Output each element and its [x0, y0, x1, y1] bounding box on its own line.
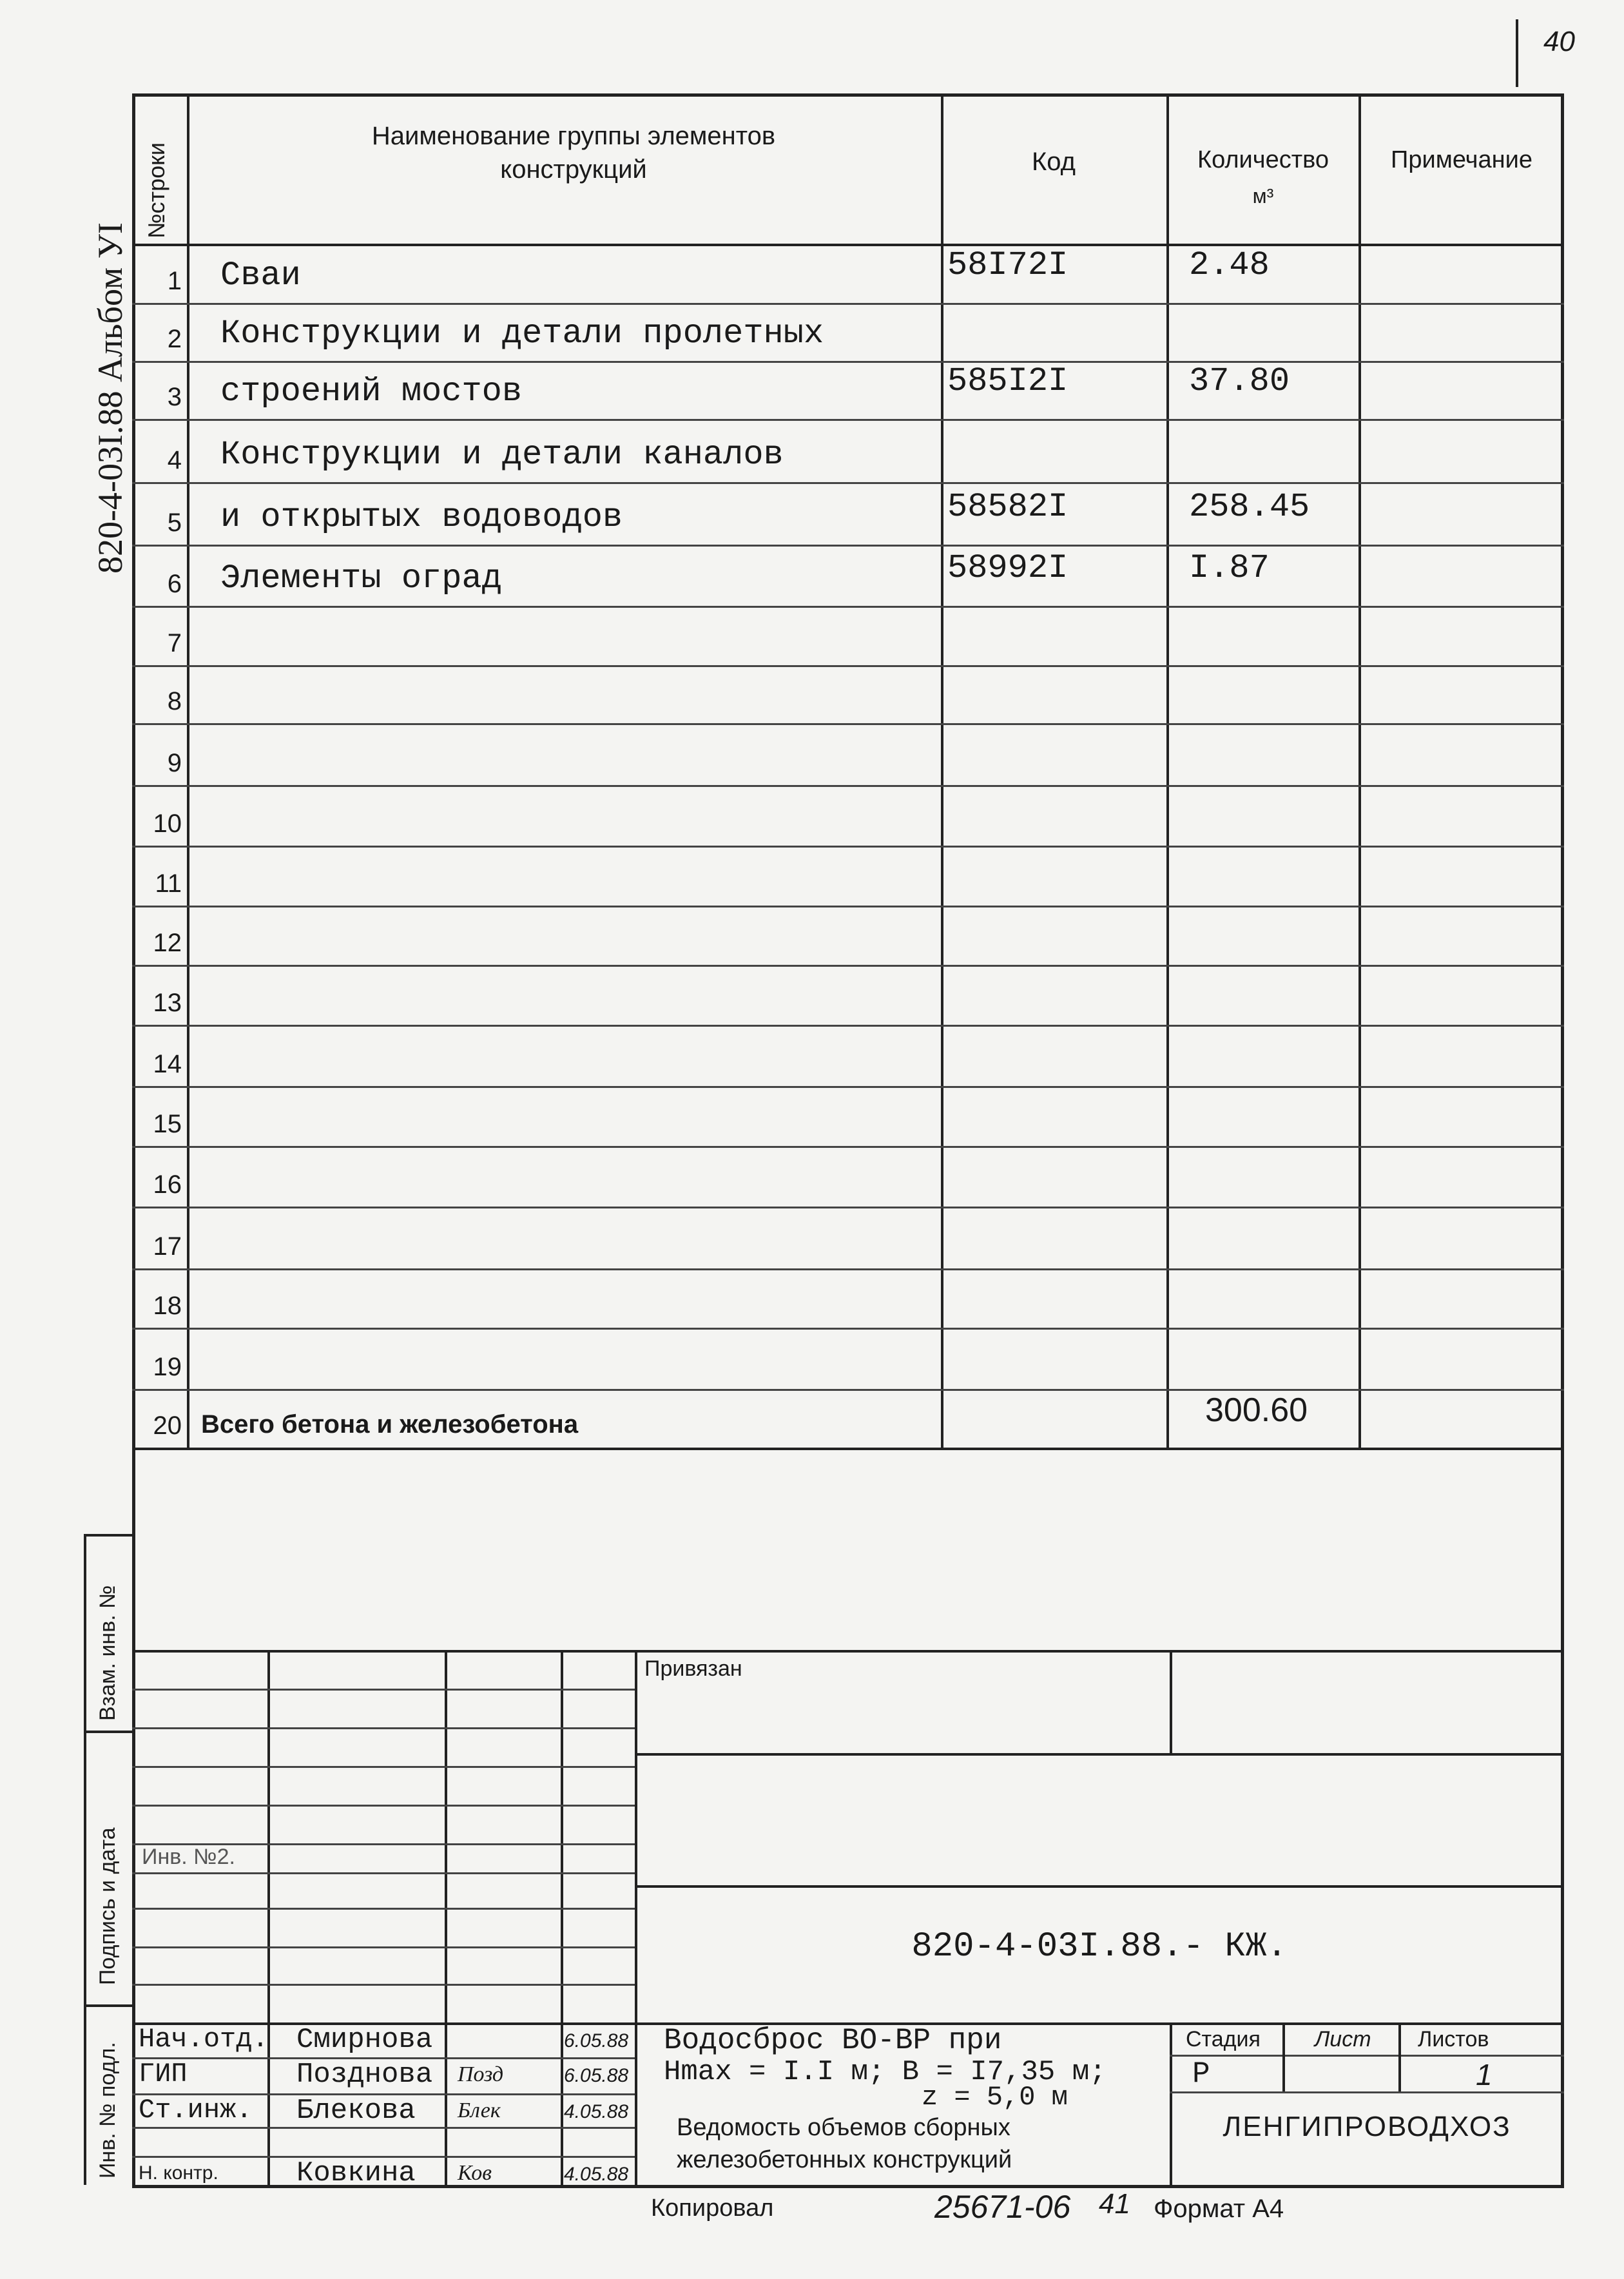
- table-row-divider: [132, 785, 1564, 787]
- table-row-divider: [132, 1268, 1564, 1270]
- staff-date: 4.05.88: [564, 2101, 629, 2122]
- tb-left-row-4: [132, 1805, 635, 1807]
- tb-bound-label: Привязан: [644, 1656, 742, 1681]
- tb-bound-divider: [1170, 1650, 1172, 1753]
- row-number: 9: [167, 749, 182, 777]
- row-code: 585I2I: [947, 362, 1068, 400]
- row-quantity: 258.45: [1189, 488, 1310, 526]
- tb-inv-no: Инв. №2.: [142, 1845, 235, 1869]
- sheet-number: 40: [1543, 26, 1575, 57]
- tb-stage-row-2: [1170, 2091, 1564, 2093]
- table-row-divider: [132, 665, 1564, 667]
- page-number-divider: [1516, 19, 1518, 87]
- row-number: 6: [167, 570, 182, 598]
- row-number: 5: [167, 509, 182, 537]
- staff-signature: Блек: [458, 2099, 501, 2122]
- table-row-divider: [132, 303, 1564, 305]
- table-row-divider: [132, 1086, 1564, 1088]
- header-name: Наименование группы элементов конструкций: [371, 122, 776, 184]
- tb-stage-row-1: [1170, 2055, 1564, 2057]
- col-line-1: [187, 95, 189, 1450]
- tb-organization: ЛЕНГИПРОВОДХОЗ: [1223, 2111, 1511, 2142]
- staff-role: ГИП: [139, 2059, 188, 2090]
- total-label: Всего бетона и железобетона: [201, 1410, 579, 1439]
- table-bottom: [132, 1448, 1564, 1450]
- order-number: 25671-06: [934, 2189, 1071, 2225]
- copied-by: Копировал: [651, 2195, 774, 2222]
- tb-sheets-label: Листов: [1418, 2027, 1489, 2051]
- header-row-no: №строки: [143, 142, 169, 238]
- tb-col-sign: [561, 1650, 563, 2186]
- row-number: 13: [153, 989, 182, 1017]
- side-inv-orig: Инв. № подл.: [95, 2042, 120, 2178]
- staff-date: 6.05.88: [564, 2030, 629, 2051]
- side-sign-date: Подпись и дата: [95, 1827, 120, 1985]
- row-name: строений мостов: [220, 373, 523, 411]
- tb-title-divider: [1170, 2022, 1172, 2186]
- row-number: 11: [155, 869, 182, 898]
- header-note: Примечание: [1391, 146, 1532, 173]
- table-row-divider: [132, 545, 1564, 547]
- staff-date: 4.05.88: [564, 2164, 629, 2185]
- table-row-divider: [132, 419, 1564, 421]
- tb-title-line-2: Hmax = I.I м; B = I7,35 м;: [664, 2056, 1107, 2088]
- row-number: 4: [167, 446, 182, 474]
- row-quantity: I.87: [1189, 549, 1270, 587]
- table-row-divider: [132, 482, 1564, 484]
- tb-sheet-label: Лист: [1315, 2027, 1371, 2051]
- staff-signature: Ков: [458, 2161, 492, 2185]
- table-row-divider: [132, 1146, 1564, 1148]
- row-quantity: 37.80: [1189, 362, 1290, 400]
- row-number: 10: [153, 810, 182, 838]
- table-row-divider: [132, 1025, 1564, 1027]
- row-number: 1: [167, 267, 182, 295]
- row-name: Конструкции и детали пролетных: [220, 315, 824, 353]
- album-label: 820-4-03I.88 Альбом УI: [91, 222, 130, 574]
- row-code: 58992I: [947, 549, 1068, 587]
- row-quantity: 2.48: [1189, 246, 1270, 284]
- side-stamp-divider-2: [84, 2004, 134, 2007]
- row-name: и открытых водоводов: [220, 498, 623, 536]
- row-code: 58I72I: [947, 246, 1068, 284]
- order-sheet: 41: [1099, 2188, 1130, 2220]
- table-row-divider: [132, 1328, 1564, 1330]
- table-row-divider: [132, 361, 1564, 363]
- col-line-3: [1166, 95, 1169, 1450]
- tb-code-top: [635, 1885, 1564, 1888]
- staff-signature: Позд: [458, 2062, 504, 2086]
- staff-name: Блекова: [296, 2095, 416, 2127]
- table-row-divider: [132, 723, 1564, 725]
- row-number: 20: [153, 1411, 182, 1440]
- staff-role: Н. контр.: [139, 2162, 218, 2184]
- tb-left-row-1: [132, 1689, 635, 1691]
- tb-stage-label: Стадия: [1186, 2027, 1261, 2051]
- tb-bound-bottom: [635, 1753, 1564, 1756]
- side-stamp-top: [84, 1534, 134, 1537]
- row-number: 17: [153, 1232, 182, 1261]
- tb-top: [132, 1650, 1564, 1653]
- row-name: Сваи: [220, 257, 301, 295]
- tb-left-row-8: [132, 1946, 635, 1948]
- side-stamp-divider-1: [84, 1731, 134, 1733]
- row-name: Конструкции и детали каналов: [220, 436, 784, 474]
- tb-left-row-9: [132, 1984, 635, 1986]
- staff-name: Смирнова: [296, 2024, 433, 2056]
- table-row-divider: [132, 846, 1564, 848]
- header-quantity-unit: м³: [1252, 184, 1274, 208]
- staff-name: Ковкина: [296, 2157, 416, 2189]
- tb-left-row-2: [132, 1727, 635, 1729]
- row-number: 19: [153, 1353, 182, 1381]
- tb-doc-code: 820-4-03I.88.- КЖ.: [911, 1927, 1288, 1966]
- side-stamp-line: [84, 1534, 86, 2185]
- staff-date: 6.05.88: [564, 2065, 629, 2086]
- tb-left-row-7: [132, 1908, 635, 1910]
- row-number: 14: [153, 1050, 182, 1078]
- table-row-divider: [132, 906, 1564, 907]
- header-divider: [132, 244, 1564, 246]
- tb-title-line-5: железобетонных конструкций: [677, 2146, 1012, 2173]
- tb-stage-col-1: [1282, 2022, 1285, 2091]
- tb-sheets-value: 1: [1476, 2058, 1493, 2091]
- row-number: 12: [153, 929, 182, 957]
- tb-stage-col-2: [1398, 2022, 1401, 2091]
- row-number: 2: [167, 325, 182, 353]
- row-number: 7: [167, 629, 182, 657]
- row-number: 16: [153, 1170, 182, 1199]
- row-name: Элементы оград: [220, 559, 502, 597]
- staff-name: Позднова: [296, 2059, 433, 2091]
- col-line-2: [941, 95, 943, 1450]
- header-quantity: Количество: [1197, 146, 1329, 173]
- col-line-4: [1358, 95, 1361, 1450]
- tb-title-line-3: z = 5,0 м: [922, 2082, 1068, 2113]
- row-number: 15: [153, 1110, 182, 1138]
- header-code: Код: [1031, 148, 1076, 176]
- tb-title-line-4: Ведомость объемов сборных: [677, 2114, 1010, 2141]
- row-number: 3: [167, 383, 182, 411]
- total-quantity: 300.60: [1205, 1392, 1308, 1429]
- table-row-divider: [132, 606, 1564, 608]
- tb-col-date: [635, 1650, 637, 2186]
- staff-role: Ст.инж.: [139, 2095, 253, 2126]
- row-code: 58582I: [947, 488, 1068, 526]
- tb-title-line-1: Водосброс ВО-ВР при: [664, 2024, 1002, 2057]
- tb-col-role: [267, 1650, 270, 2186]
- row-number: 8: [167, 687, 182, 715]
- tb-stage-value: Р: [1192, 2057, 1210, 2091]
- format-label: Формат А4: [1154, 2195, 1284, 2223]
- staff-role: Нач.отд.: [139, 2024, 269, 2055]
- table-row-divider: [132, 965, 1564, 967]
- tb-left-row-3: [132, 1766, 635, 1768]
- tb-col-name: [445, 1650, 447, 2186]
- row-number: 18: [153, 1292, 182, 1320]
- side-inv-replace: Взам. инв. №: [95, 1585, 120, 1721]
- table-row-divider: [132, 1207, 1564, 1208]
- tb-left-row-12: [132, 2127, 635, 2129]
- table-row-divider: [132, 1389, 1564, 1391]
- tb-left-row-6: [132, 1872, 635, 1874]
